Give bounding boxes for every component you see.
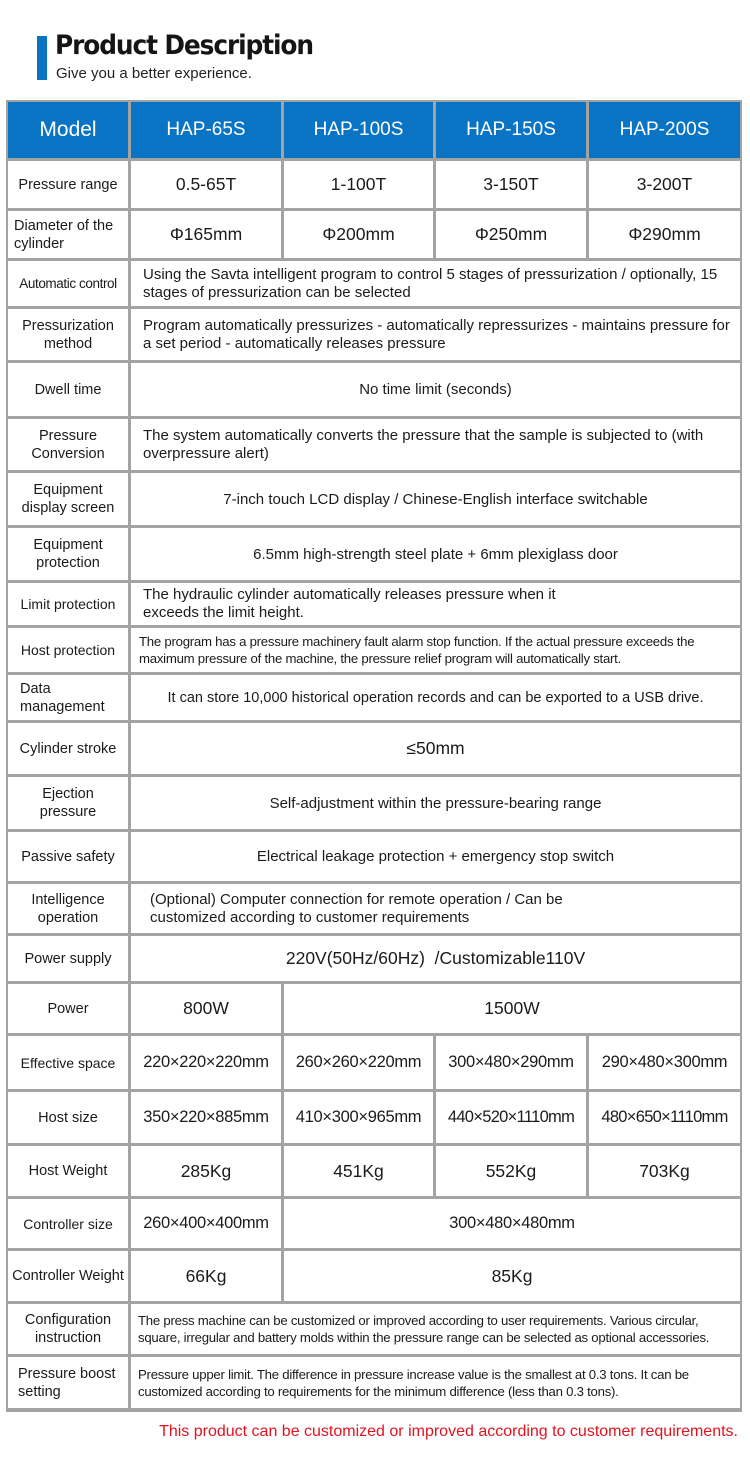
table-row: [8, 1357, 740, 1408]
cell-value: 85Kg: [284, 1251, 740, 1301]
table-row: [8, 628, 740, 672]
cell-value: 285Kg: [131, 1146, 281, 1196]
cell-value: Program automatically pressurizes - automatically repressurizes - maintains pressure for a set period - automatically releases pressure: [131, 309, 740, 360]
row-label: Pressure boost setting: [8, 1357, 128, 1408]
table-row: [8, 363, 740, 416]
title-accent-bar: [37, 36, 47, 80]
table-row: [8, 884, 740, 933]
cell-value: 7-inch touch LCD display / Chinese-English interface switchable: [131, 473, 740, 525]
cell-value: It can store 10,000 historical operation records and can be exported to a USB drive.: [131, 675, 740, 720]
table-row: [8, 583, 740, 625]
row-label: Intelligence operation: [8, 884, 128, 933]
header-model-3: HAP-150S: [436, 102, 586, 158]
cell-value: 0.5-65T: [131, 161, 281, 208]
table-row: [8, 1199, 740, 1248]
cell-value: 260×400×400mm: [131, 1199, 281, 1248]
cell-value: 440×520×1110mm: [436, 1092, 586, 1143]
cell-value: 290×480×300mm: [589, 1036, 740, 1089]
cell-value: 3-150T: [436, 161, 586, 208]
row-label: Pressure Conversion: [8, 419, 128, 470]
row-label: Power: [8, 984, 128, 1033]
cell-value: 800W: [131, 984, 281, 1033]
table-row: [8, 161, 740, 208]
row-label: Host Weight: [8, 1146, 128, 1196]
cell-value: 300×480×480mm: [284, 1199, 740, 1248]
cell-value: The program has a pressure machinery fault alarm stop function. If the actual pressure exceeds the maximum pressure of the machine, the pressure relief program will automatically start.: [131, 628, 740, 672]
row-label: Data management: [8, 675, 128, 720]
row-label: Configuration instruction: [8, 1304, 128, 1354]
table-row: [8, 309, 740, 360]
row-label: Pressure range: [8, 161, 128, 208]
page-subtitle: Give you a better experience.: [56, 65, 252, 82]
table-row: [8, 261, 740, 306]
cell-value: The hydraulic cylinder automatically releases pressure when it exceeds the limit height.: [131, 583, 740, 625]
row-label: Controller Weight: [8, 1251, 128, 1301]
cell-value: 66Kg: [131, 1251, 281, 1301]
cell-value: 3-200T: [589, 161, 740, 208]
cell-value: 1-100T: [284, 161, 433, 208]
cell-value: Φ200mm: [284, 211, 433, 258]
cell-value: 350×220×885mm: [131, 1092, 281, 1143]
cell-value: 703Kg: [589, 1146, 740, 1196]
cell-value: 6.5mm high-strength steel plate + 6mm plexiglass door: [131, 528, 740, 580]
row-label: Host protection: [8, 628, 128, 672]
header-model-4: HAP-200S: [589, 102, 740, 158]
header-model-2: HAP-100S: [284, 102, 433, 158]
cell-value: Self-adjustment within the pressure-bearing range: [131, 777, 740, 829]
row-label: Limit protection: [8, 583, 128, 625]
row-label: Controller size: [8, 1199, 128, 1248]
table-row: [8, 723, 740, 774]
cell-value: 300×480×290mm: [436, 1036, 586, 1089]
cell-value: Φ250mm: [436, 211, 586, 258]
table-row: [8, 984, 740, 1033]
cell-value: 552Kg: [436, 1146, 586, 1196]
row-label: Equipment protection: [8, 528, 128, 580]
table-row: [8, 528, 740, 580]
cell-value: Using the Savta intelligent program to control 5 stages of pressurization / optionally, 15 stages of pressurization can be selected: [131, 261, 740, 306]
table-row: [8, 473, 740, 525]
cell-value: 410×300×965mm: [284, 1092, 433, 1143]
cell-value: 260×260×220mm: [284, 1036, 433, 1089]
customization-note: This product can be customized or improved according to customer requirements.: [159, 1423, 738, 1440]
table-row: [8, 675, 740, 720]
row-label: Dwell time: [8, 363, 128, 416]
cell-value: 220×220×220mm: [131, 1036, 281, 1089]
row-label: Automatic control: [8, 261, 128, 306]
cell-value: 220V(50Hz/60Hz) /Customizable110V: [131, 936, 740, 981]
cell-value: (Optional) Computer connection for remote operation / Can be customized according to customer requirements: [131, 884, 740, 933]
cell-value: ≤50mm: [131, 723, 740, 774]
cell-value: Φ165mm: [131, 211, 281, 258]
row-label: Equipment display screen: [8, 473, 128, 525]
row-label: Power supply: [8, 936, 128, 981]
row-label: Cylinder stroke: [8, 723, 128, 774]
table-row: [8, 211, 740, 258]
header-model-1: HAP-65S: [131, 102, 281, 158]
row-label: Ejection pressure: [8, 777, 128, 829]
table-row: [8, 936, 740, 981]
cell-value: Pressure upper limit. The difference in pressure increase value is the smallest at 0.3 tons. It can be customized according to requirements for the minimum difference (less than 0.3 tons).: [131, 1357, 740, 1408]
table-row: [8, 1092, 740, 1143]
page-title: Product Description: [55, 30, 313, 61]
table-row: [8, 1304, 740, 1354]
cell-value: 480×650×1110mm: [589, 1092, 740, 1143]
table-row: [8, 832, 740, 881]
cell-value: The press machine can be customized or improved according to user requirements. Various circular, square, irregular and battery molds within the pressure range can be selected as optional accessories.: [131, 1304, 740, 1354]
cell-value: 451Kg: [284, 1146, 433, 1196]
table-row: [8, 777, 740, 829]
table-row: [8, 1146, 740, 1196]
row-label: Passive safety: [8, 832, 128, 881]
table-row: [8, 419, 740, 470]
row-label: Effective space: [8, 1036, 128, 1089]
cell-value: No time limit (seconds): [131, 363, 740, 416]
cell-value: Electrical leakage protection + emergency stop switch: [131, 832, 740, 881]
header-model-label: Model: [8, 102, 128, 158]
row-label: Host size: [8, 1092, 128, 1143]
cell-value: The system automatically converts the pressure that the sample is subjected to (with overpressure alert): [131, 419, 740, 470]
row-label: Diameter of the cylinder: [8, 211, 128, 258]
table-row: [8, 1036, 740, 1089]
cell-value: Φ290mm: [589, 211, 740, 258]
spec-table: [6, 100, 742, 1412]
row-label: Pressurization method: [8, 309, 128, 360]
table-header-row: [8, 102, 740, 158]
cell-value: 1500W: [284, 984, 740, 1033]
table-row: [8, 1251, 740, 1301]
